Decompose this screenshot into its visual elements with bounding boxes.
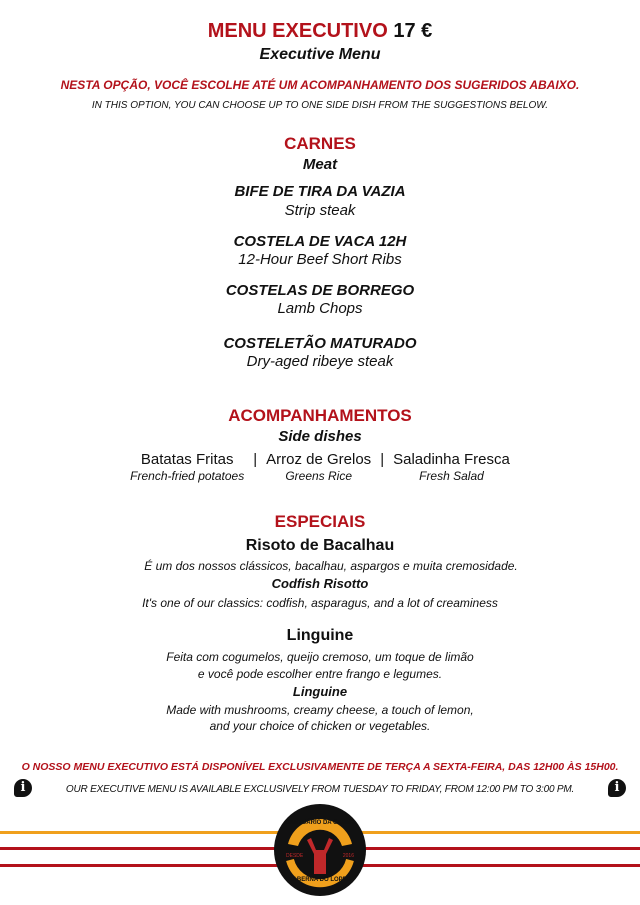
footer-en: OUR EXECUTIVE MENU IS AVAILABLE EXCLUSIVELY FROM TUESDAY TO FRIDAY, FROM 12:00 PM TO 3:00 PM. [65, 784, 575, 795]
side-pt: Batatas Fritas [140, 451, 234, 468]
special-en: Codfish Risotto [271, 576, 369, 591]
subtitle: Executive Menu [259, 46, 381, 63]
note-en: IN THIS OPTION, YOU CAN CHOOSE UP TO ONE SIDE DISH FROM THE SUGGESTIONS BELOW. [91, 100, 549, 111]
logo-right: 2016 [342, 853, 354, 859]
logo [274, 804, 366, 896]
dish-pt: COSTELAS DE BORREGO [225, 282, 415, 299]
price: 17 € [393, 20, 433, 42]
special-desc-pt: Feita com cogumelos, queijo cremoso, um toque de limão [166, 650, 474, 664]
side-item [266, 450, 371, 484]
title-text: MENU EXECUTIVO [207, 20, 388, 42]
side-item [130, 450, 244, 484]
side-pt: Saladinha Fresca [393, 451, 510, 468]
side-pt: Arroz de Grelos [266, 451, 372, 468]
special-desc-en: Made with mushrooms, creamy cheese, a touch of lemon, [166, 703, 474, 717]
special-desc-pt: É um dos nossos clássicos, bacalhau, aspargos e muita cremosidade. [144, 559, 518, 573]
special-desc-en: It's one of our classics: codfish, asparagus, and a lot of creaminess [142, 596, 498, 610]
section-sides-title: ACOMPANHAMENTOS [228, 406, 412, 425]
logo-top: SANTUÁRIO DA CARNE [285, 820, 355, 826]
section-carnes-subtitle: Meat [302, 156, 338, 173]
footer-pt: O NOSSO MENU EXECUTIVO ESTÁ DISPONÍVEL EXCLUSIVAMENTE DE TERÇA A SEXTA-FEIRA, DAS 12H00 ÀS 15H00. [21, 761, 619, 773]
side-item [393, 450, 510, 484]
dish-en: 12-Hour Beef Short Ribs [238, 251, 402, 268]
dish-pt: BIFE DE TIRA DA VAZIA [234, 183, 406, 200]
page-title [0, 20, 640, 43]
info-icon: i [608, 779, 626, 797]
logo-left: DESDE [286, 853, 304, 859]
special-en: Linguine [292, 684, 348, 699]
side-en: French-fried potatoes [130, 469, 245, 483]
section-especiais-title: ESPECIAIS [274, 512, 366, 531]
dish-en: Strip steak [284, 202, 356, 219]
dish-en: Dry-aged ribeye steak [246, 353, 394, 370]
special-pt: Risoto de Bacalhau [245, 537, 395, 554]
logo-bottom: TABERNA DO LOPES [289, 877, 351, 883]
info-icon: i [14, 779, 32, 797]
dish-pt: COSTELA DE VACA 12H [233, 233, 407, 250]
section-sides-subtitle: Side dishes [278, 428, 362, 445]
note-pt: NESTA OPÇÃO, VOCÊ ESCOLHE ATÉ UM ACOMPANHAMENTO DOS SUGERIDOS ABAIXO. [60, 78, 580, 92]
side-en: Greens Rice [285, 469, 353, 483]
sides-row [0, 450, 640, 484]
dish-pt: COSTELETÃO MATURADO [223, 335, 417, 352]
section-carnes-title: CARNES [284, 134, 356, 153]
separator: | [253, 451, 258, 468]
special-desc-pt: e você pode escolher entre frango e legumes. [197, 667, 443, 681]
special-desc-en: and your choice of chicken or vegetables. [209, 719, 431, 733]
special-pt: Linguine [286, 627, 354, 644]
separator: | [380, 451, 385, 468]
side-en: Fresh Salad [419, 469, 484, 483]
dish-en: Lamb Chops [277, 300, 363, 317]
